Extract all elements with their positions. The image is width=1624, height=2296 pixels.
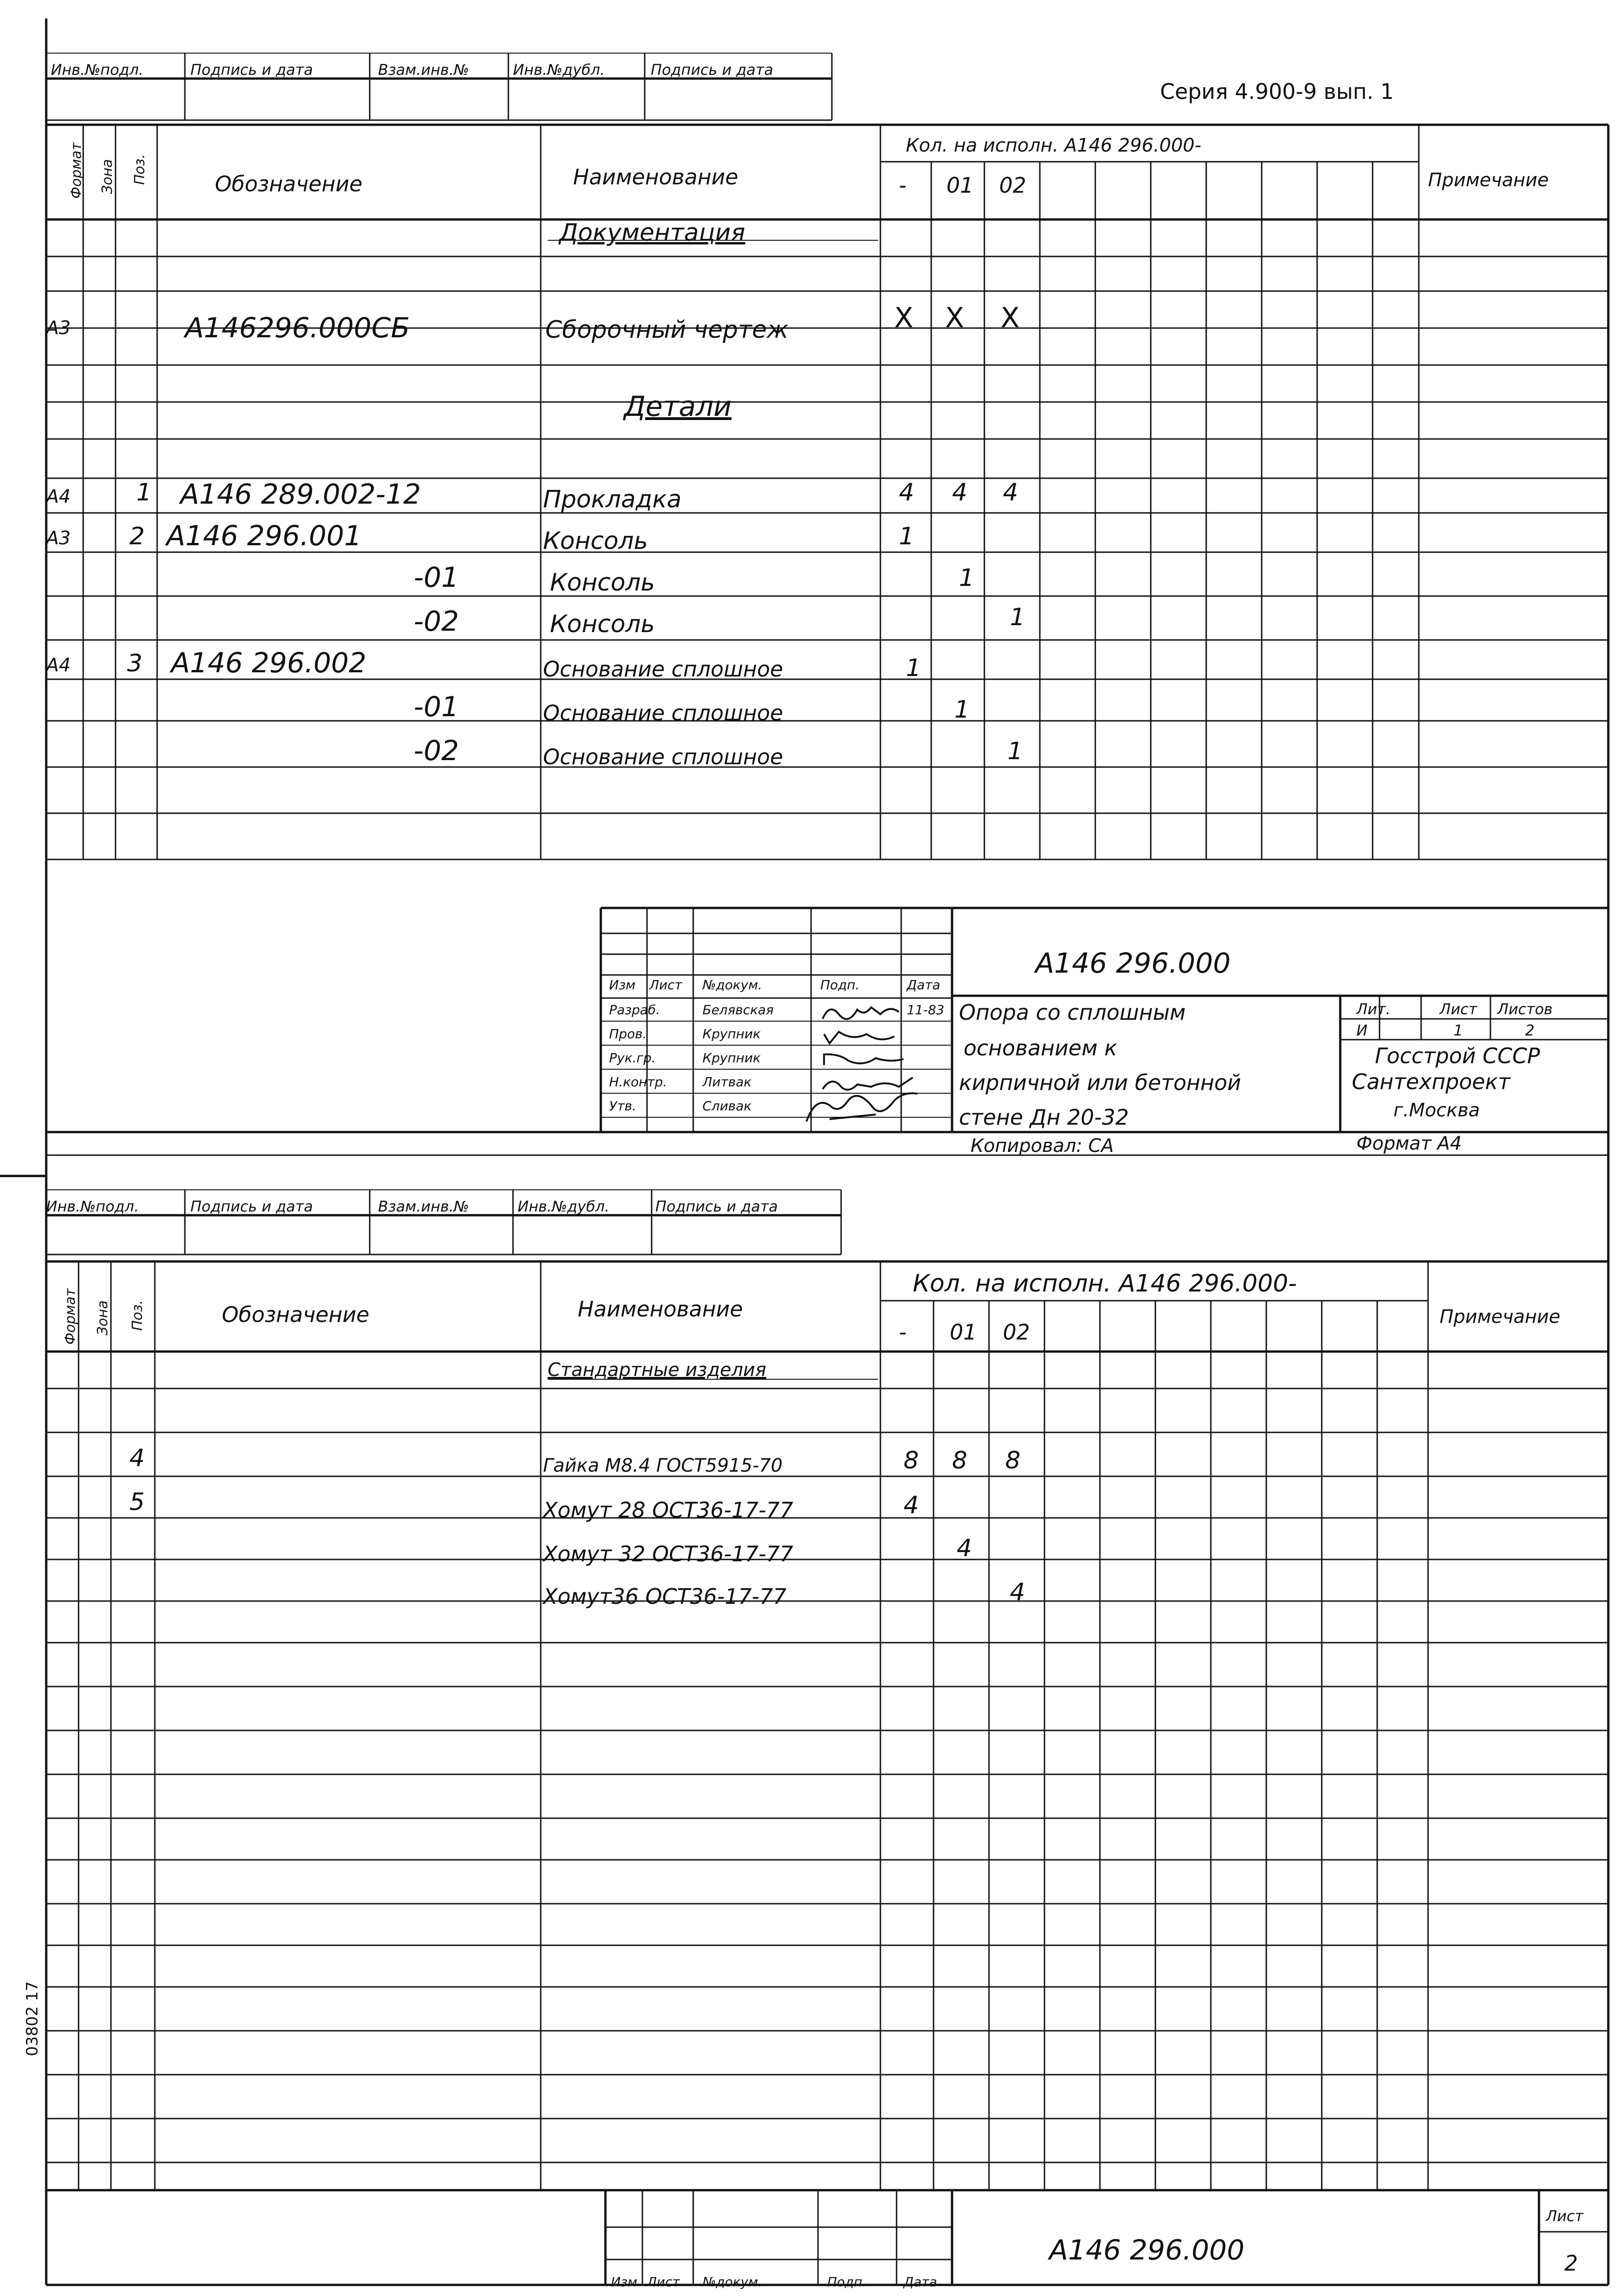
row-format: А4 — [46, 486, 71, 507]
stamp-inv-dubl: Инв.№дубл. — [518, 1198, 610, 1215]
col-q1-header: - — [899, 1320, 907, 1345]
tb-listov-value: 2 — [1525, 1022, 1535, 1039]
row-q2: 8 — [952, 1447, 968, 1474]
tb-nkontr-name: Литвак — [702, 1074, 752, 1090]
row-name: Основание сплошное — [543, 744, 783, 769]
row-q2: 1 — [954, 696, 970, 724]
row-oboz: А146 296.001 — [166, 520, 362, 552]
col-naimenovanie-header: Наименование — [578, 1297, 743, 1322]
row-q2: 4 — [952, 479, 968, 506]
tb-n-dokum: №докум. — [702, 977, 763, 993]
row-q1: 1 — [906, 654, 922, 682]
tb-razrab-date: 11-83 — [907, 1002, 945, 1017]
section-standartnye: Стандартные изделия — [548, 1359, 766, 1381]
tb-doc-number: А146 296.000 — [1035, 947, 1231, 980]
row-name: Основание сплошное — [543, 657, 783, 682]
stamp-inv-podl: Инв.№подл. — [51, 61, 144, 79]
row-poz: 1 — [136, 479, 152, 506]
row-q3: X — [1001, 302, 1020, 334]
tb-org-line-2: Сантехпроект — [1352, 1069, 1511, 1094]
tb-ruk-name: Крупник — [702, 1050, 761, 1066]
col-zona-header: Зона — [99, 159, 116, 194]
stamp-podpis-data-2: Подпись и дата — [655, 1198, 778, 1215]
tb-utv: Утв. — [609, 1098, 636, 1114]
row-oboz: А146 289.002-12 — [180, 478, 421, 511]
row-oboz-suffix: -02 — [414, 605, 459, 638]
signature-razrab — [820, 1000, 913, 1026]
footer-n-dokum: №докум. — [702, 2274, 763, 2290]
footer-izm: Изм — [611, 2274, 637, 2290]
margin-note: 03802 17 — [23, 1981, 42, 2056]
row-q3: 8 — [1005, 1447, 1021, 1474]
tb-org-line-3: г.Москва — [1393, 1100, 1480, 1121]
row-name: Хомут 32 ОСТ36-17-77 — [543, 1541, 794, 1566]
tb-format: Формат А4 — [1356, 1133, 1462, 1154]
col-kol-header: Кол. на исполн. А146 296.000- — [913, 1270, 1297, 1297]
row-format: А4 — [46, 655, 71, 676]
stamp-podpis-data: Подпись и дата — [190, 61, 313, 79]
stamp-podpis-data: Подпись и дата — [190, 1198, 313, 1215]
stamp-podpis-data-2: Подпись и дата — [651, 61, 774, 79]
tb-data: Дата — [907, 977, 940, 993]
col-format-header: Формат — [62, 1288, 79, 1345]
footer-list-label: Лист — [1546, 2207, 1584, 2225]
signature-ruk — [820, 1049, 913, 1074]
row-q2: 1 — [959, 564, 975, 592]
footer-podp: Подп. — [827, 2274, 867, 2290]
signature-utv — [802, 1087, 922, 1128]
col-primechanie-header: Примечание — [1428, 170, 1549, 191]
row-name: Хомут 28 ОСТ36-17-77 — [543, 1498, 794, 1523]
col-q2-header: 01 — [946, 173, 974, 198]
col-zona-header: Зона — [95, 1300, 111, 1335]
row-format: А3 — [46, 317, 71, 339]
row-q1: 1 — [899, 523, 915, 550]
col-q2-header: 01 — [950, 1320, 977, 1345]
section-dokumentacia: Документация — [559, 219, 745, 247]
col-poz-header: Поз. — [129, 1300, 146, 1331]
row-name: Консоль — [543, 527, 648, 555]
row-name: Гайка М8.4 ГОСТ5915-70 — [543, 1455, 783, 1476]
tb-title-line-1: Опора со сплошным — [959, 1000, 1186, 1025]
row-oboz: А146296.000СБ — [185, 312, 410, 344]
row-poz: 2 — [129, 523, 145, 550]
section-detali: Детали — [624, 390, 732, 423]
tb-list-value: 1 — [1453, 1022, 1463, 1039]
row-q3: 1 — [1007, 737, 1023, 765]
row-name: Хомут36 ОСТ36-17-77 — [543, 1584, 787, 1609]
tb-lit-label: Лит. — [1356, 1000, 1391, 1018]
footer-doc-number: А146 296.000 — [1049, 2234, 1245, 2266]
tb-utv-name: Сливак — [702, 1098, 752, 1114]
tb-prov-name: Крупник — [702, 1026, 761, 1041]
tb-ruk: Рук.гр. — [609, 1050, 656, 1066]
col-poz-header: Поз. — [132, 154, 148, 185]
row-name: Основание сплошное — [543, 700, 783, 725]
row-name: Консоль — [550, 569, 655, 597]
col-q3-header: 02 — [1003, 1320, 1030, 1345]
tb-title-line-4: стене Дн 20-32 — [959, 1105, 1129, 1130]
col-oboznachenie-header: Обозначение — [222, 1302, 370, 1327]
tb-title-line-2: основанием к — [964, 1035, 1117, 1060]
signature-prov — [820, 1025, 913, 1050]
col-kol-header: Кол. на исполн. А146 296.000- — [906, 135, 1202, 156]
row-oboz-suffix: -01 — [414, 561, 459, 594]
tb-list: Лист — [649, 977, 682, 993]
stamp-vzam-inv: Взам.инв.№ — [378, 61, 469, 79]
col-q3-header: 02 — [999, 173, 1026, 198]
row-q1: 4 — [904, 1492, 919, 1519]
footer-data: Дата — [904, 2274, 937, 2290]
tb-kopiroval: Копировал: СА — [971, 1135, 1114, 1157]
row-oboz-suffix: -01 — [414, 691, 459, 723]
row-name: Сборочный чертеж — [545, 316, 788, 344]
footer-list-value: 2 — [1564, 2251, 1578, 2276]
col-naimenovanie-header: Наименование — [573, 164, 739, 189]
row-q3: 1 — [1010, 603, 1026, 631]
row-name: Прокладка — [543, 486, 682, 513]
tb-razrab-name: Белявская — [702, 1002, 774, 1017]
row-format: А3 — [46, 528, 71, 549]
row-q2: 4 — [957, 1535, 972, 1562]
row-oboz: А146 296.002 — [171, 647, 366, 679]
tb-podp: Подп. — [820, 977, 860, 993]
tb-izm: Изм — [609, 977, 635, 993]
tb-list-label: Лист — [1440, 1000, 1477, 1018]
tb-lit-value: И — [1356, 1022, 1368, 1039]
footer-list: Лист — [647, 2274, 680, 2290]
row-oboz-suffix: -02 — [414, 735, 459, 767]
row-poz: 4 — [129, 1444, 145, 1472]
row-q1: 4 — [899, 479, 915, 506]
row-poz: 5 — [129, 1488, 145, 1516]
tb-razrab: Разраб. — [609, 1002, 660, 1017]
tb-title-line-3: кирпичной или бетонной — [959, 1070, 1241, 1095]
row-q1: 8 — [904, 1447, 919, 1474]
stamp-inv-podl: Инв.№подл. — [46, 1198, 139, 1215]
row-q2: X — [945, 302, 965, 334]
row-poz: 3 — [127, 650, 143, 677]
tb-org-line-1: Госстрой СССР — [1375, 1043, 1540, 1068]
col-primechanie-header: Примечание — [1440, 1306, 1561, 1328]
stamp-vzam-inv: Взам.инв.№ — [378, 1198, 469, 1215]
tb-prov: Пров. — [609, 1026, 647, 1041]
stamp-inv-dubl: Инв.№дубл. — [513, 61, 605, 79]
row-q1: X — [894, 302, 914, 334]
tb-listov-label: Листов — [1497, 1000, 1553, 1018]
col-oboznachenie-header: Обозначение — [215, 171, 363, 196]
col-format-header: Формат — [68, 142, 85, 199]
row-name: Консоль — [550, 610, 655, 638]
tb-nkontr: Н.контр. — [609, 1074, 667, 1090]
series-label: Серия 4.900-9 вып. 1 — [1160, 79, 1394, 104]
row-q3: 4 — [1010, 1578, 1026, 1606]
col-q1-header: - — [899, 173, 907, 198]
row-q3: 4 — [1003, 479, 1019, 506]
